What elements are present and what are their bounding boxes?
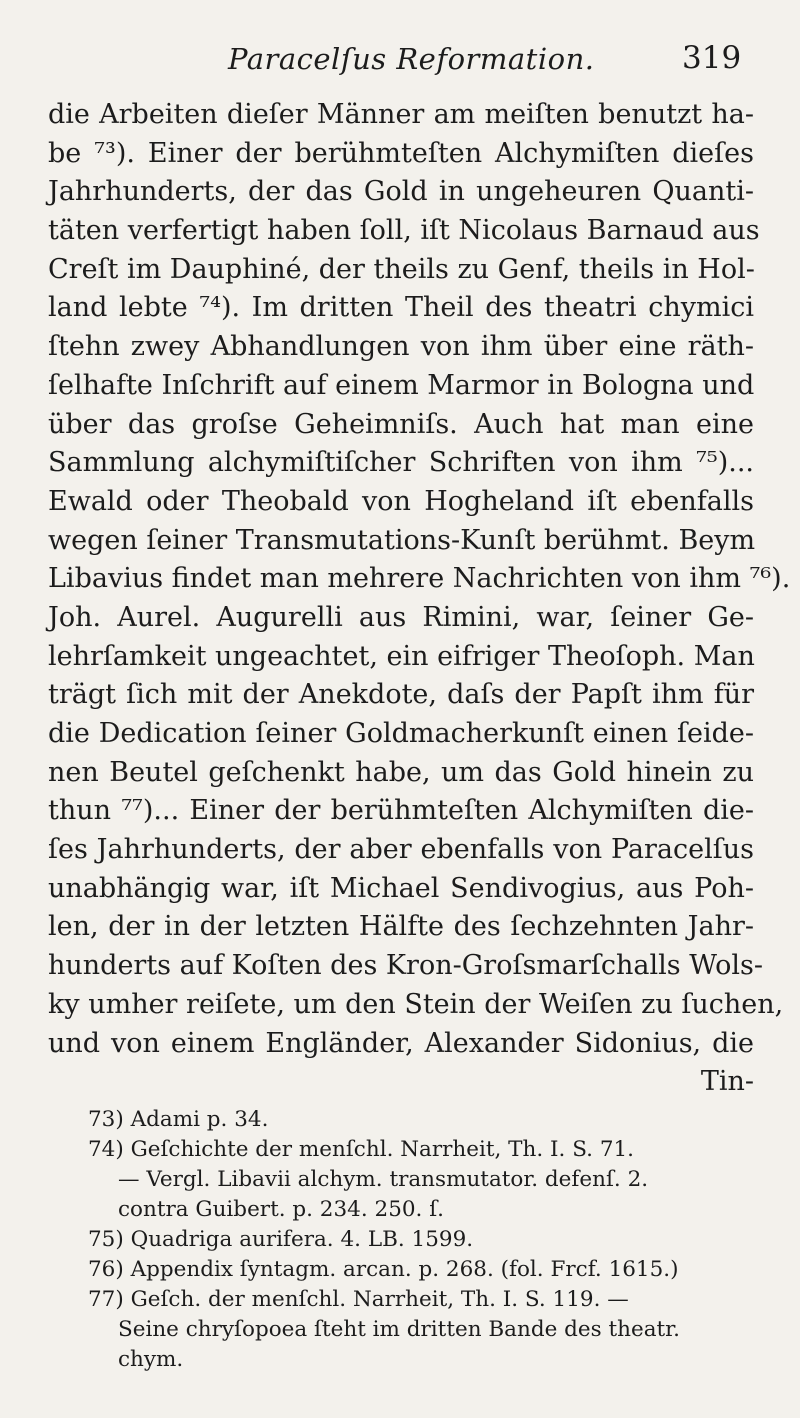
text-line: land lebte ⁷⁴). Im dritten Theil des theatri chymici — [48, 292, 754, 324]
footnote-75: 75) Quadriga aurifera. 4. LB. 1599. — [88, 1227, 474, 1252]
text-line: über das groſse Geheimniſs. Auch hat man eine — [48, 408, 754, 440]
text-line: Sammlung alchymiſtiſcher Schriften von ihm ⁷⁵)... — [48, 447, 754, 479]
text-line: Creſt im Dauphiné, der theils zu Genf, theils in Hol- — [48, 253, 755, 285]
catchword: Tin- — [700, 1066, 754, 1098]
footnote-74-cont: — Vergl. Libavii alchym. transmutator. defenſ. 2. — [118, 1167, 649, 1192]
text-line: be ⁷³). Einer der berühmteſten Alchymiſten dieſes — [48, 137, 754, 169]
text-line: Ewald oder Theobald von Hogheland iſt ebenfalls — [48, 485, 754, 517]
footnotes — [88, 1105, 758, 1375]
text-line: hunderts auf Koſten des Kron-Groſsmarſchalls Wols- — [48, 950, 764, 982]
text-line: ſelhafte Inſchrift auf einem Marmor in Bologna und — [48, 369, 755, 401]
text-line: die Arbeiten dieſer Männer am meiſten benutzt ha- — [48, 99, 754, 130]
page-header — [0, 36, 800, 96]
text-line: ſes Jahrhunderts, der aber ebenfalls von Paracelſus — [48, 834, 754, 866]
text-line: ky umher reiſete, um den Stein der Weiſen zu ſuchen, — [48, 988, 784, 1020]
body-text — [48, 96, 791, 1102]
running-title: Paracelſus Reformation. — [228, 42, 595, 76]
text-line: Jahrhunderts, der das Gold in ungeheuren Quanti- — [48, 176, 754, 208]
text-line: Joh. Aurel. Augurelli aus Rimini, war, ſeiner Ge- — [48, 601, 754, 633]
page-number: 319 — [682, 40, 742, 76]
text-line: Libavius findet man mehrere Nachrichten von ihm ⁷⁶). — [48, 563, 791, 595]
text-line: nen Beutel geſchenkt habe, um das Gold hinein zu — [48, 756, 754, 788]
footnote-77-cont: Seine chryſopoea ſteht im dritten Bande des theatr. — [118, 1317, 680, 1342]
text-line: und von einem Engländer, Alexander Sidonius, die — [48, 1027, 754, 1059]
text-line: trägt ſich mit der Anekdote, daſs der Papſt ihm für — [48, 679, 754, 711]
footnote-74: 74) Geſchichte der menſchl. Narrheit, Th. I. S. 71. — [88, 1137, 635, 1162]
footnote-77: 77) Geſch. der menſchl. Narrheit, Th. I. S. 119. — — [88, 1287, 629, 1312]
footnote-73: 73) Adami p. 34. — [88, 1107, 269, 1132]
text-line: die Dedication ſeiner Goldmacherkunſt einen ſeide- — [48, 718, 754, 749]
text-line: unabhängig war, iſt Michael Sendivogius, aus Poh- — [48, 872, 754, 904]
text-line: len, der in der letzten Hälfte des ſechzehnten Jahr- — [48, 911, 754, 943]
text-line: thun ⁷⁷)... Einer der berühmteſten Alchymiſten die- — [48, 795, 754, 827]
footnote-74-cont: contra Guibert. p. 234. 250. ſ. — [118, 1197, 445, 1222]
text-line: täten verfertigt haben ſoll, iſt Nicolaus Barnaud aus — [48, 215, 760, 247]
footnote-76: 76) Appendix ſyntagm. arcan. p. 268. (fol. Frcf. 1615.) — [88, 1257, 679, 1282]
text-line: lehrſamkeit ungeachtet, ein eifriger Theoſoph. Man — [48, 640, 755, 672]
footnote-77-cont: chym. — [118, 1347, 184, 1372]
text-line: ſtehn zwey Abhandlungen von ihm über eine räth- — [48, 331, 754, 363]
text-line: wegen ſeiner Transmutations-Kunſt berühmt. Beym — [48, 524, 756, 556]
